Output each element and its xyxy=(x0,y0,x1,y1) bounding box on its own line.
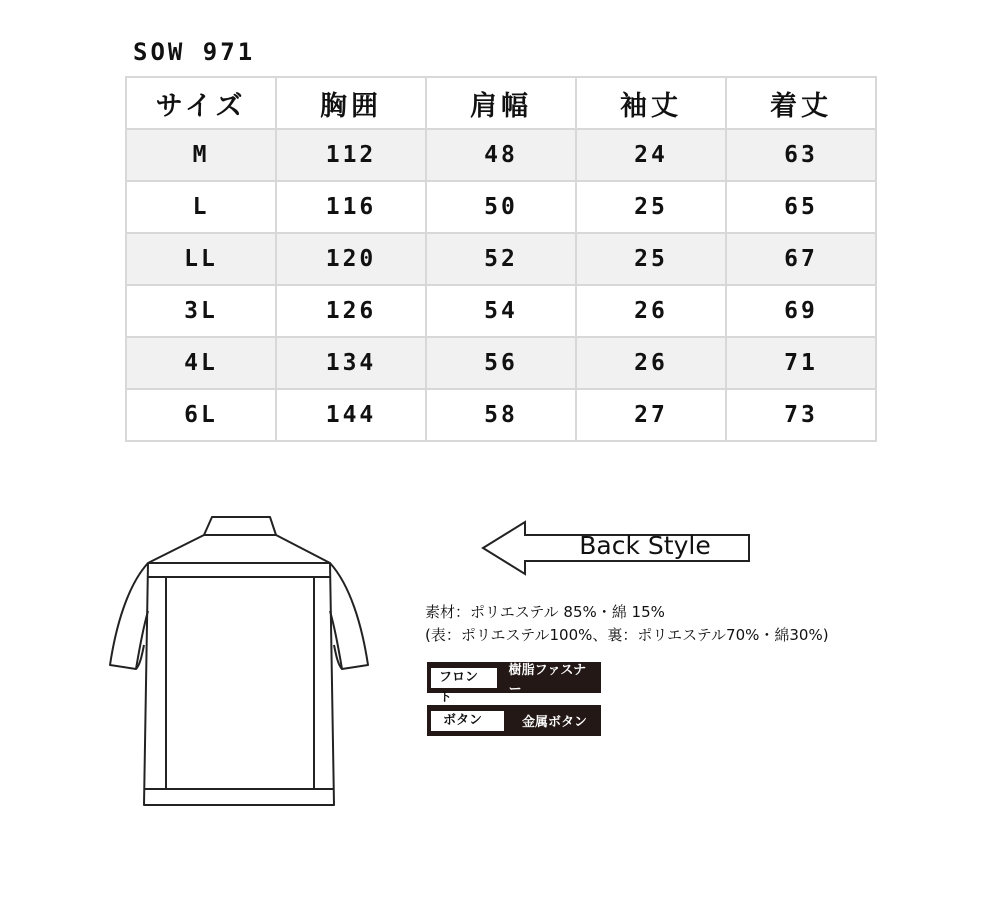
table-cell: 58 xyxy=(426,389,576,441)
table-row xyxy=(126,389,876,441)
table-cell: L xyxy=(126,181,276,233)
header-chest: 胸囲 xyxy=(276,77,426,129)
table-cell: 48 xyxy=(426,129,576,181)
table-cell: 134 xyxy=(276,337,426,389)
header-size: サイズ xyxy=(126,77,276,129)
header-shoulder: 肩幅 xyxy=(426,77,576,129)
table-cell: 25 xyxy=(576,233,726,285)
spec-key: フロント xyxy=(431,668,497,688)
material-line: 素材：ポリエステル 85%・綿 15% xyxy=(425,603,665,621)
header-length: 着丈 xyxy=(726,77,876,129)
table-cell: 4L xyxy=(126,337,276,389)
shirt-back-illustration xyxy=(108,515,372,807)
table-cell: 112 xyxy=(276,129,426,181)
table-cell: 65 xyxy=(726,181,876,233)
table-cell: 25 xyxy=(576,181,726,233)
table-cell: 63 xyxy=(726,129,876,181)
table-cell: 27 xyxy=(576,389,726,441)
table-cell: 144 xyxy=(276,389,426,441)
table-cell: 3L xyxy=(126,285,276,337)
spec-value: 金属ボタン xyxy=(522,715,588,730)
table-cell: 126 xyxy=(276,285,426,337)
model-number: SOW 971 xyxy=(133,38,256,66)
table-row xyxy=(126,337,876,389)
table-row xyxy=(126,181,876,233)
spec-front xyxy=(427,662,601,705)
material-line: (表：ポリエステル100%、裏：ポリエステル70%・綿30%) xyxy=(425,626,829,644)
table-cell: 67 xyxy=(726,233,876,285)
table-cell: 73 xyxy=(726,389,876,441)
table-row xyxy=(126,233,876,285)
material-description xyxy=(425,601,829,647)
table-cell: 50 xyxy=(426,181,576,233)
back-style-label: Back Style xyxy=(579,531,711,560)
table-cell: 69 xyxy=(726,285,876,337)
table-cell: 54 xyxy=(426,285,576,337)
spec-key: ボタン xyxy=(431,711,504,731)
table-row xyxy=(126,129,876,181)
table-cell: 56 xyxy=(426,337,576,389)
table-cell: 116 xyxy=(276,181,426,233)
table-cell: 71 xyxy=(726,337,876,389)
table-row xyxy=(126,285,876,337)
table-cell: M xyxy=(126,129,276,181)
table-cell: 26 xyxy=(576,285,726,337)
table-cell: 52 xyxy=(426,233,576,285)
spec-value: 樹脂ファスナー xyxy=(508,662,587,697)
size-table xyxy=(125,76,877,442)
table-cell: 24 xyxy=(576,129,726,181)
size-table-header xyxy=(126,77,876,129)
table-cell: 26 xyxy=(576,337,726,389)
table-cell: 120 xyxy=(276,233,426,285)
header-sleeve: 袖丈 xyxy=(576,77,726,129)
spec-button xyxy=(427,705,601,736)
table-cell: LL xyxy=(126,233,276,285)
table-cell: 6L xyxy=(126,389,276,441)
